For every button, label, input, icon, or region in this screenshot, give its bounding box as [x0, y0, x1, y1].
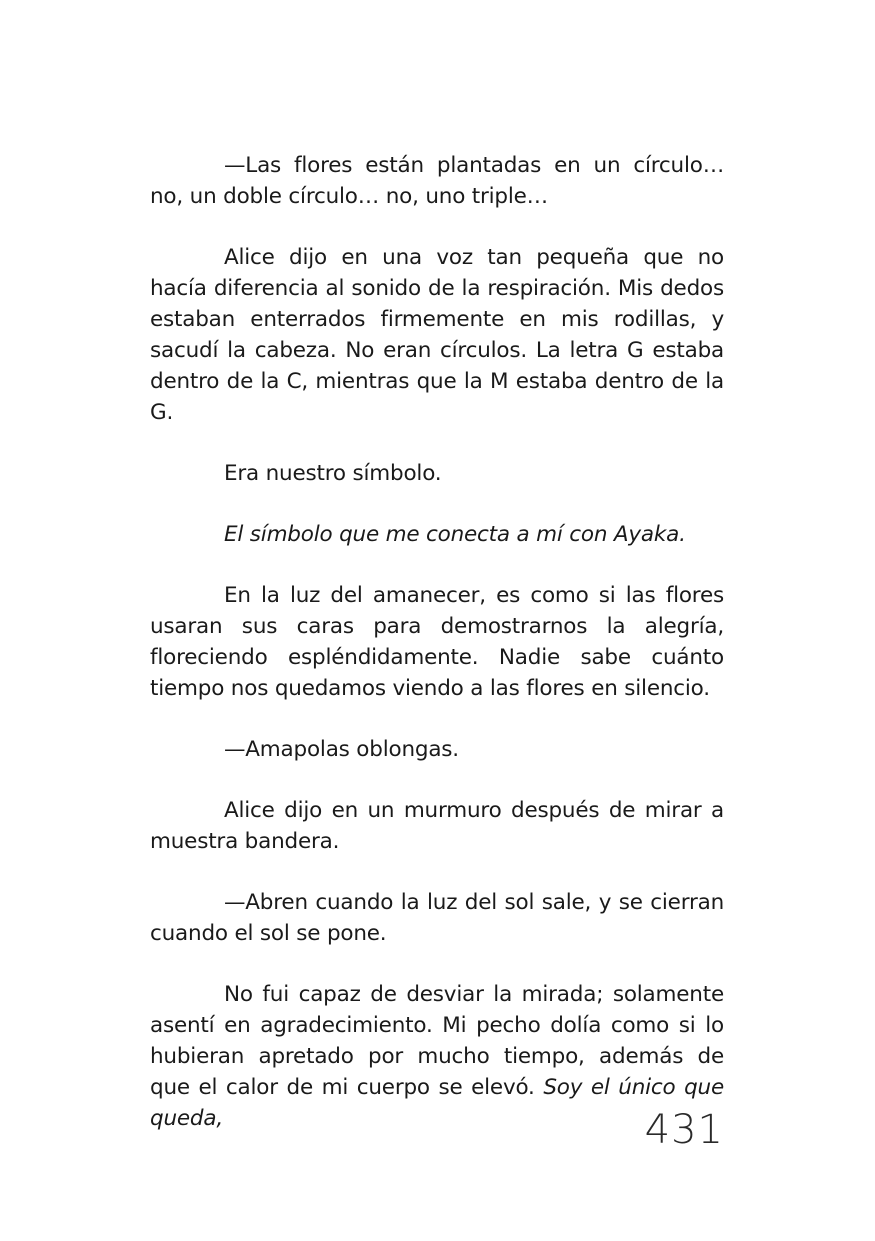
page-body — [150, 150, 724, 1164]
paragraph-1: —Las flores están plantadas en un círculo… no, un doble círculo… no, uno triple… — [150, 153, 724, 209]
paragraph-8: —Abren cuando la luz del sol sale, y se cierran cuando el sol se pone. — [150, 890, 724, 946]
paragraph-7: Alice dijo en un murmuro después de mirar a muestra bandera. — [150, 798, 724, 854]
paragraph-2: Alice dijo en una voz tan pequeña que no hacía diferencia al sonido de la respiración. Mis dedos estaban enterrados firmemente en mis rodillas, y sacudí la cabeza. No eran círculos. La letra G estaba dentro de la C, mientras que la M estaba dentro de la G. — [150, 245, 724, 425]
paragraph-9-text: No fui capaz de desviar la mirada; solamente asentí en agradecimiento. Mi pecho dolía como si lo hubieran apretado por mucho tiempo, además de que el calor de mi cuerpo se elevó. — [150, 982, 724, 1100]
paragraph-9-italic-tail: Soy el único que queda, — [150, 1075, 724, 1131]
paragraph-3: Era nuestro símbolo. — [224, 461, 442, 486]
paragraph-6: —Amapolas oblongas. — [224, 737, 459, 762]
paragraph-5: En la luz del amanecer, es como si las flores usaran sus caras para demostrarnos la alegría, floreciendo espléndidamente. Nadie sabe cuánto tiempo nos quedamos viendo a las flores en silencio. — [150, 583, 724, 701]
page-number: 431 — [644, 1107, 724, 1153]
paragraph-9 — [150, 979, 724, 1134]
paragraph-4-italic: El símbolo que me conecta a mí con Ayaka. — [224, 522, 686, 547]
